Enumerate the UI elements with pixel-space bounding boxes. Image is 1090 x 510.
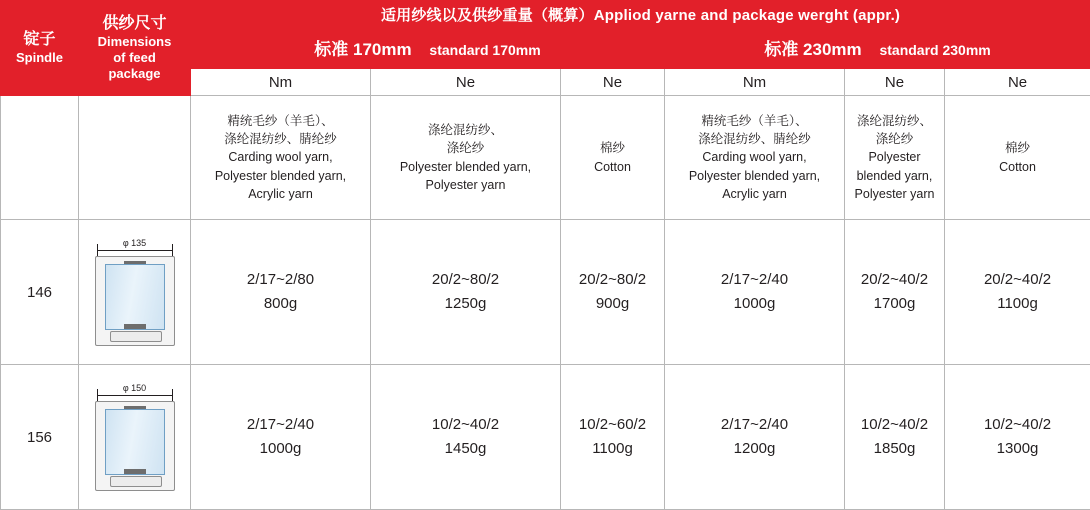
row-0-cell-6 bbox=[945, 220, 1090, 365]
row-0-cell-1-count: 2/17~2/80 bbox=[246, 271, 315, 288]
header-unit-6: Ne bbox=[945, 69, 1090, 96]
header-banner-text: 适用纱线以及供纱重量（概算）Appliod yarne and package werght (appr.) bbox=[380, 7, 901, 25]
package-base bbox=[110, 331, 162, 342]
header-standard-230 bbox=[665, 32, 1090, 69]
row-0-cell-3-weight: 900g bbox=[595, 295, 630, 312]
yarn-type-1-cn-l2: 涤纶混纺纱、腈纶纱 bbox=[224, 132, 337, 147]
row-1-cell-6-count: 10/2~40/2 bbox=[983, 416, 1052, 433]
yarn-type-1-en-l3: Acrylic yarn bbox=[248, 186, 313, 201]
header-feed-package-en-l1: Dimensions bbox=[97, 33, 172, 49]
yarn-type-5-en-l2: blended yarn, bbox=[856, 168, 933, 183]
yarn-type-6 bbox=[945, 96, 1090, 220]
row-1-cell-4 bbox=[665, 365, 845, 510]
row-1-cell-1 bbox=[191, 365, 371, 510]
yarn-type-5-cn-l1: 涤纶混纺纱、 bbox=[856, 114, 932, 129]
yarn-type-blank-spindle bbox=[1, 96, 79, 220]
row-0-cell-6-weight: 1100g bbox=[997, 295, 1038, 312]
table-row bbox=[1, 220, 1090, 365]
header-standard-230-en: standard 230mm bbox=[879, 41, 991, 58]
header-unit-4: Nm bbox=[665, 69, 845, 96]
row-1-cell-2-count: 10/2~40/2 bbox=[431, 416, 500, 433]
yarn-type-blank-package bbox=[79, 96, 191, 220]
header-feed-package-en-l3: package bbox=[108, 66, 161, 82]
row-0-cell-3-count: 20/2~80/2 bbox=[578, 271, 647, 288]
dimension-line bbox=[97, 395, 173, 396]
yarn-type-3-cn-l1: 棉纱 bbox=[599, 141, 625, 156]
row-1-cell-3-weight: 1100g bbox=[592, 440, 633, 457]
yarn-type-1-cn-l1: 精统毛纱（羊毛）、 bbox=[227, 114, 334, 129]
row-1-cell-3-count: 10/2~60/2 bbox=[578, 416, 647, 433]
yarn-type-3 bbox=[561, 96, 665, 220]
yarn-type-6-cn-l1: 棉纱 bbox=[1005, 141, 1031, 156]
row-1-cell-6-weight: 1300g bbox=[996, 440, 1039, 457]
header-banner bbox=[191, 1, 1090, 32]
row-0-cell-4-count: 2/17~2/40 bbox=[720, 271, 789, 288]
header-unit-3: Ne bbox=[561, 69, 665, 96]
yarn-type-5-en-l1: Polyester bbox=[868, 150, 921, 165]
feed-package-diagram bbox=[93, 383, 177, 491]
row-0-cell-5 bbox=[845, 220, 945, 365]
package-cap-bottom bbox=[124, 469, 146, 474]
row-1-cell-4-weight: 1200g bbox=[733, 440, 776, 457]
row-1-spindle: 156 bbox=[1, 365, 79, 510]
yarn-type-1-en-l2: Polyester blended yarn, bbox=[214, 168, 347, 183]
yarn-type-4-en-l2: Polyester blended yarn, bbox=[688, 168, 821, 183]
yarn-type-1-en-l1: Carding wool yarn, bbox=[228, 150, 333, 165]
row-0-cell-4-weight: 1000g bbox=[733, 295, 776, 312]
yarn-type-2-cn-l2: 涤纶纱 bbox=[446, 141, 485, 156]
package-dimension bbox=[93, 383, 177, 401]
row-0-spindle: 146 bbox=[1, 220, 79, 365]
header-feed-package-en-l2: of feed bbox=[113, 49, 156, 65]
row-0-cell-5-count: 20/2~40/2 bbox=[860, 271, 929, 288]
header-unit-5: Ne bbox=[845, 69, 945, 96]
row-1-cell-3 bbox=[561, 365, 665, 510]
yarn-type-3-en-l1: Cotton bbox=[594, 159, 631, 174]
yarn-type-4-cn-l2: 涤纶混纺纱、腈纶纱 bbox=[698, 132, 811, 147]
yarn-type-2-en-l1: Polyester blended yarn, bbox=[399, 159, 532, 174]
header-row-banner bbox=[1, 1, 1090, 32]
row-0-package bbox=[79, 220, 191, 365]
row-1-cell-5 bbox=[845, 365, 945, 510]
row-0-cell-4 bbox=[665, 220, 845, 365]
yarn-type-2-en-l2: Polyester yarn bbox=[425, 177, 506, 192]
feed-package-diagram bbox=[93, 238, 177, 346]
header-spindle-en: Spindle bbox=[16, 49, 63, 65]
yarn-type-1 bbox=[191, 96, 371, 220]
header-standard-230-cn: 标准 230mm bbox=[764, 39, 862, 59]
yarn-type-5 bbox=[845, 96, 945, 220]
row-0-package-dim-label: φ 135 bbox=[122, 238, 147, 248]
row-0-cell-1 bbox=[191, 220, 371, 365]
yarn-type-4-cn-l1: 精统毛纱（羊毛）、 bbox=[701, 114, 808, 129]
yarn-type-6-en-l1: Cotton bbox=[999, 159, 1036, 174]
header-spindle bbox=[1, 1, 79, 96]
header-row-yarn-types bbox=[1, 96, 1090, 220]
row-1-cell-5-weight: 1850g bbox=[873, 440, 916, 457]
package-body bbox=[95, 256, 175, 346]
table-row bbox=[1, 365, 1090, 510]
row-0-cell-2 bbox=[371, 220, 561, 365]
row-1-cell-1-weight: 1000g bbox=[259, 440, 302, 457]
package-body bbox=[95, 401, 175, 491]
row-1-cell-4-count: 2/17~2/40 bbox=[720, 416, 789, 433]
row-1-cell-2 bbox=[371, 365, 561, 510]
row-1-package-dim-label: φ 150 bbox=[122, 383, 147, 393]
package-dimension bbox=[93, 238, 177, 256]
dimension-line bbox=[97, 250, 173, 251]
yarn-type-2-cn-l1: 涤纶混纺纱、 bbox=[427, 123, 503, 138]
yarn-type-2 bbox=[371, 96, 561, 220]
header-standard-170 bbox=[191, 32, 665, 69]
package-cap-bottom bbox=[124, 324, 146, 329]
yarn-type-4 bbox=[665, 96, 845, 220]
header-feed-package bbox=[79, 1, 191, 96]
header-unit-1: Nm bbox=[191, 69, 371, 96]
yarn-type-5-cn-l2: 涤纶纱 bbox=[875, 132, 914, 147]
row-0-cell-2-weight: 1250g bbox=[444, 295, 487, 312]
yarn-type-4-en-l1: Carding wool yarn, bbox=[702, 150, 807, 165]
header-standard-170-en: standard 170mm bbox=[429, 41, 541, 58]
row-0-cell-5-weight: 1700g bbox=[873, 295, 916, 312]
row-0-cell-1-weight: 800g bbox=[263, 295, 298, 312]
header-unit-2: Ne bbox=[371, 69, 561, 96]
row-1-cell-2-weight: 1450g bbox=[444, 440, 487, 457]
row-0-cell-3 bbox=[561, 220, 665, 365]
row-1-package bbox=[79, 365, 191, 510]
row-1-cell-6 bbox=[945, 365, 1090, 510]
row-1-cell-1-count: 2/17~2/40 bbox=[246, 416, 315, 433]
header-feed-package-cn: 供纱尺寸 bbox=[102, 14, 167, 32]
row-0-cell-2-count: 20/2~80/2 bbox=[431, 271, 500, 288]
package-cone bbox=[105, 409, 165, 475]
package-cone bbox=[105, 264, 165, 330]
row-1-cell-5-count: 10/2~40/2 bbox=[860, 416, 929, 433]
yarn-type-4-en-l3: Acrylic yarn bbox=[722, 186, 787, 201]
row-0-cell-6-count: 20/2~40/2 bbox=[983, 271, 1052, 288]
package-base bbox=[110, 476, 162, 487]
header-standard-170-cn: 标准 170mm bbox=[314, 39, 412, 59]
yarn-type-5-en-l3: Polyester yarn bbox=[854, 186, 935, 201]
header-spindle-cn: 锭子 bbox=[23, 30, 56, 48]
